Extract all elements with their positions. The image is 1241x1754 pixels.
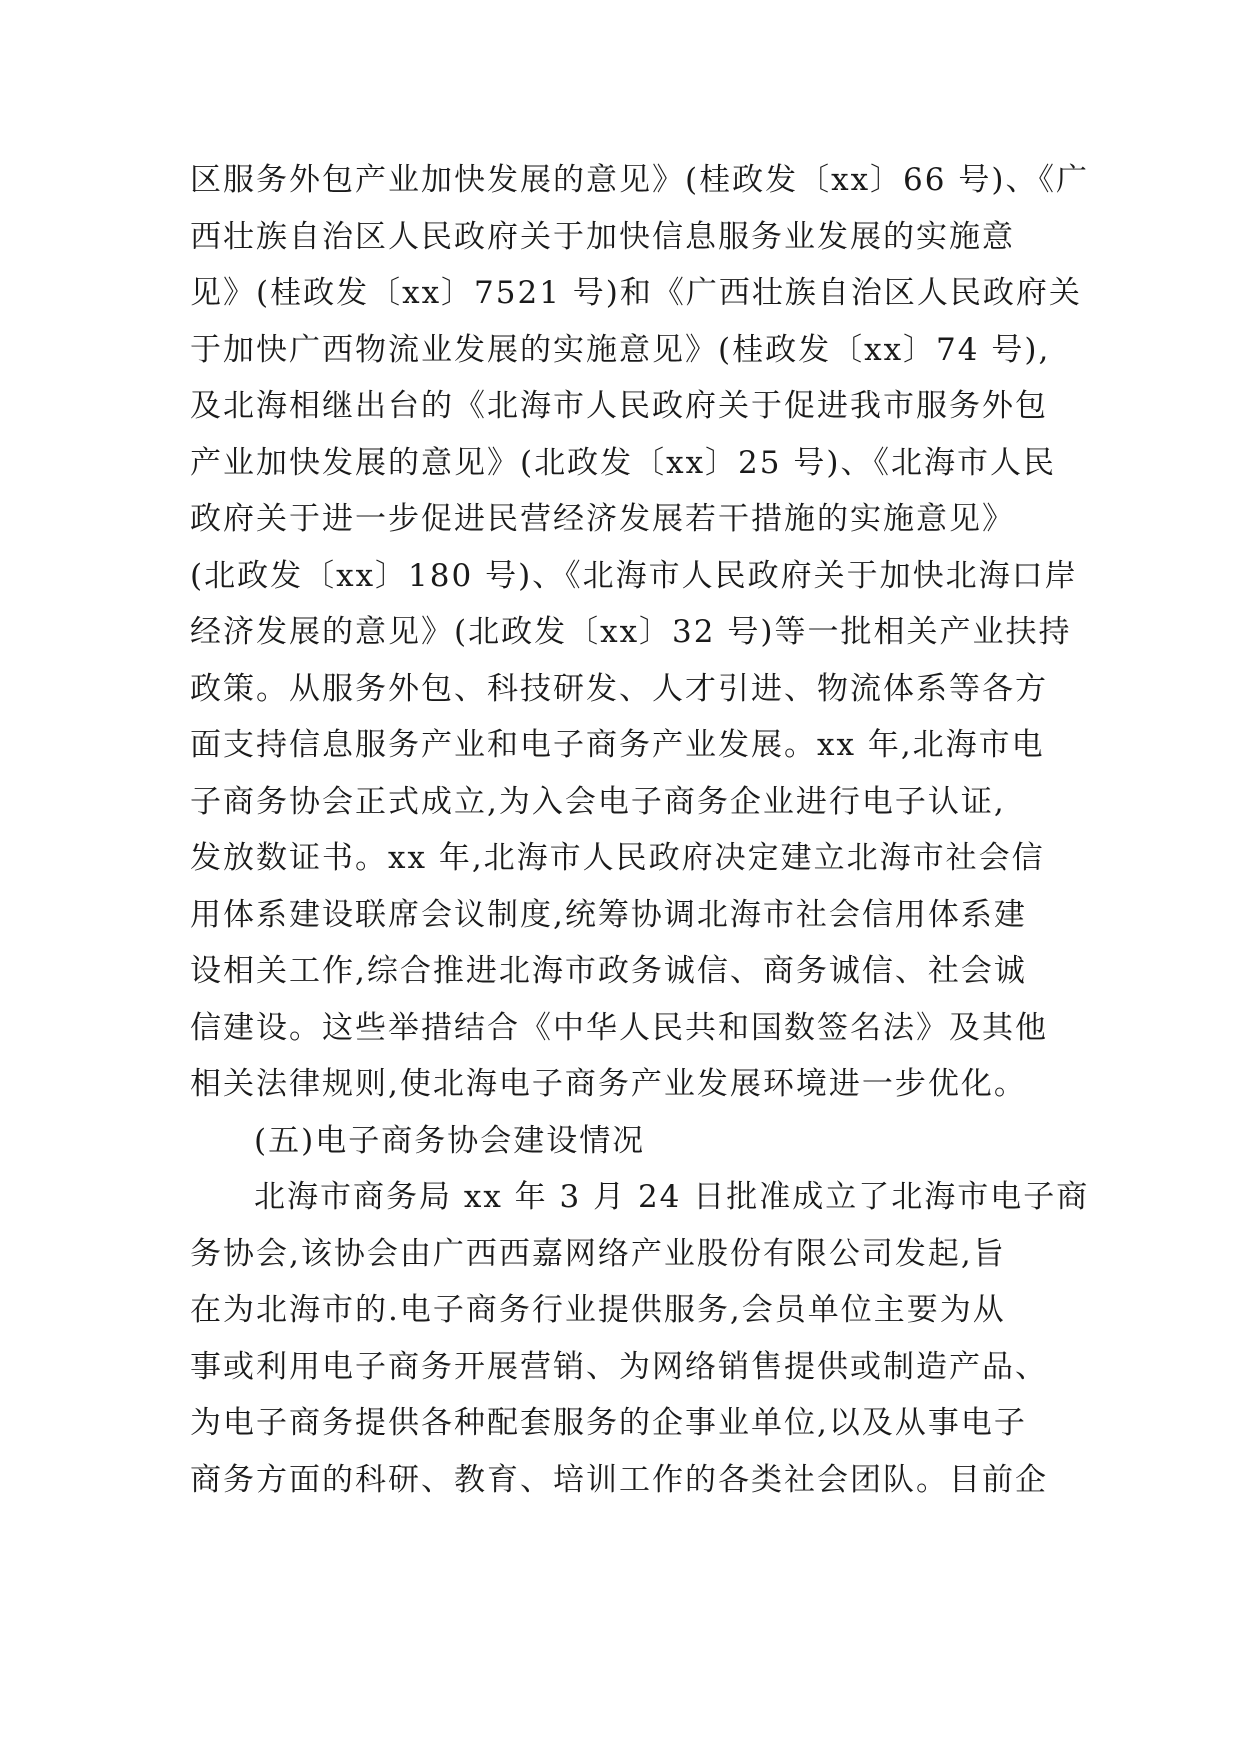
text-line: 务协会,该协会由广西西嘉网络产业股份有限公司发起,旨 [190, 1235, 1006, 1272]
text-line: 事或利用电子商务开展营销、为网络销售提供或制造产品、 [190, 1348, 1048, 1385]
text-line: 于加快广西物流业发展的实施意见》(桂政发〔xx〕74 号), [190, 331, 1051, 368]
text-line: 面支持信息服务产业和电子商务产业发展。xx 年,北海市电 [190, 727, 1045, 763]
body-text [190, 152, 1090, 1508]
text-line: 信建设。这些举措结合《中华人民共和国数签名法》及其他 [190, 1009, 1048, 1046]
text-line: 子商务协会正式成立,为入会电子商务企业进行电子认证, [190, 783, 1006, 820]
text-line: 及北海相继出台的《北海市人民政府关于促进我市服务外包 [190, 388, 1048, 424]
text-line: 北海市商务局 xx 年 3 月 24 日批准成立了北海市电子商 [254, 1179, 1090, 1215]
text-line: 区服务外包产业加快发展的意见》(桂政发〔xx〕66 号)、《广 [190, 162, 1089, 198]
text-line: 政策。从服务外包、科技研发、人才引进、物流体系等各方 [190, 670, 1048, 707]
text-line: 设相关工作,综合推进北海市政务诚信、商务诚信、社会诚 [190, 953, 1027, 989]
text-line: (北政发〔xx〕180 号)、《北海市人民政府关于加快北海口岸 [190, 557, 1078, 594]
text-line: 政府关于进一步促进民营经济发展若干措施的实施意见》 [190, 501, 1015, 537]
text-line: 西壮族自治区人民政府关于加快信息服务业发展的实施意 [190, 218, 1015, 255]
text-line: 经济发展的意见》(北政发〔xx〕32 号)等一批相关产业扶持 [190, 614, 1072, 650]
text-line: 相关法律规则,使北海电子商务产业发展环境进一步优化。 [190, 1066, 1027, 1102]
text-line: 在为北海市的.电子商务行业提供服务,会员单位主要为从 [190, 1292, 1006, 1328]
text-line: 发放数证书。xx 年,北海市人民政府决定建立北海市社会信 [190, 840, 1045, 876]
text-line: 产业加快发展的意见》(北政发〔xx〕25 号)、《北海市人民 [190, 444, 1056, 481]
section-heading: (五)电子商务协会建设情况 [254, 1122, 646, 1159]
text-line: 用体系建设联席会议制度,统筹协调北海市社会信用体系建 [190, 896, 1027, 933]
text-line: 为电子商务提供各种配套服务的企事业单位,以及从事电子 [190, 1405, 1027, 1441]
text-line: 商务方面的科研、教育、培训工作的各类社会团队。目前企 [190, 1461, 1048, 1498]
text-line: 见》(桂政发〔xx〕7521 号)和《广西壮族自治区人民政府关 [190, 275, 1082, 311]
